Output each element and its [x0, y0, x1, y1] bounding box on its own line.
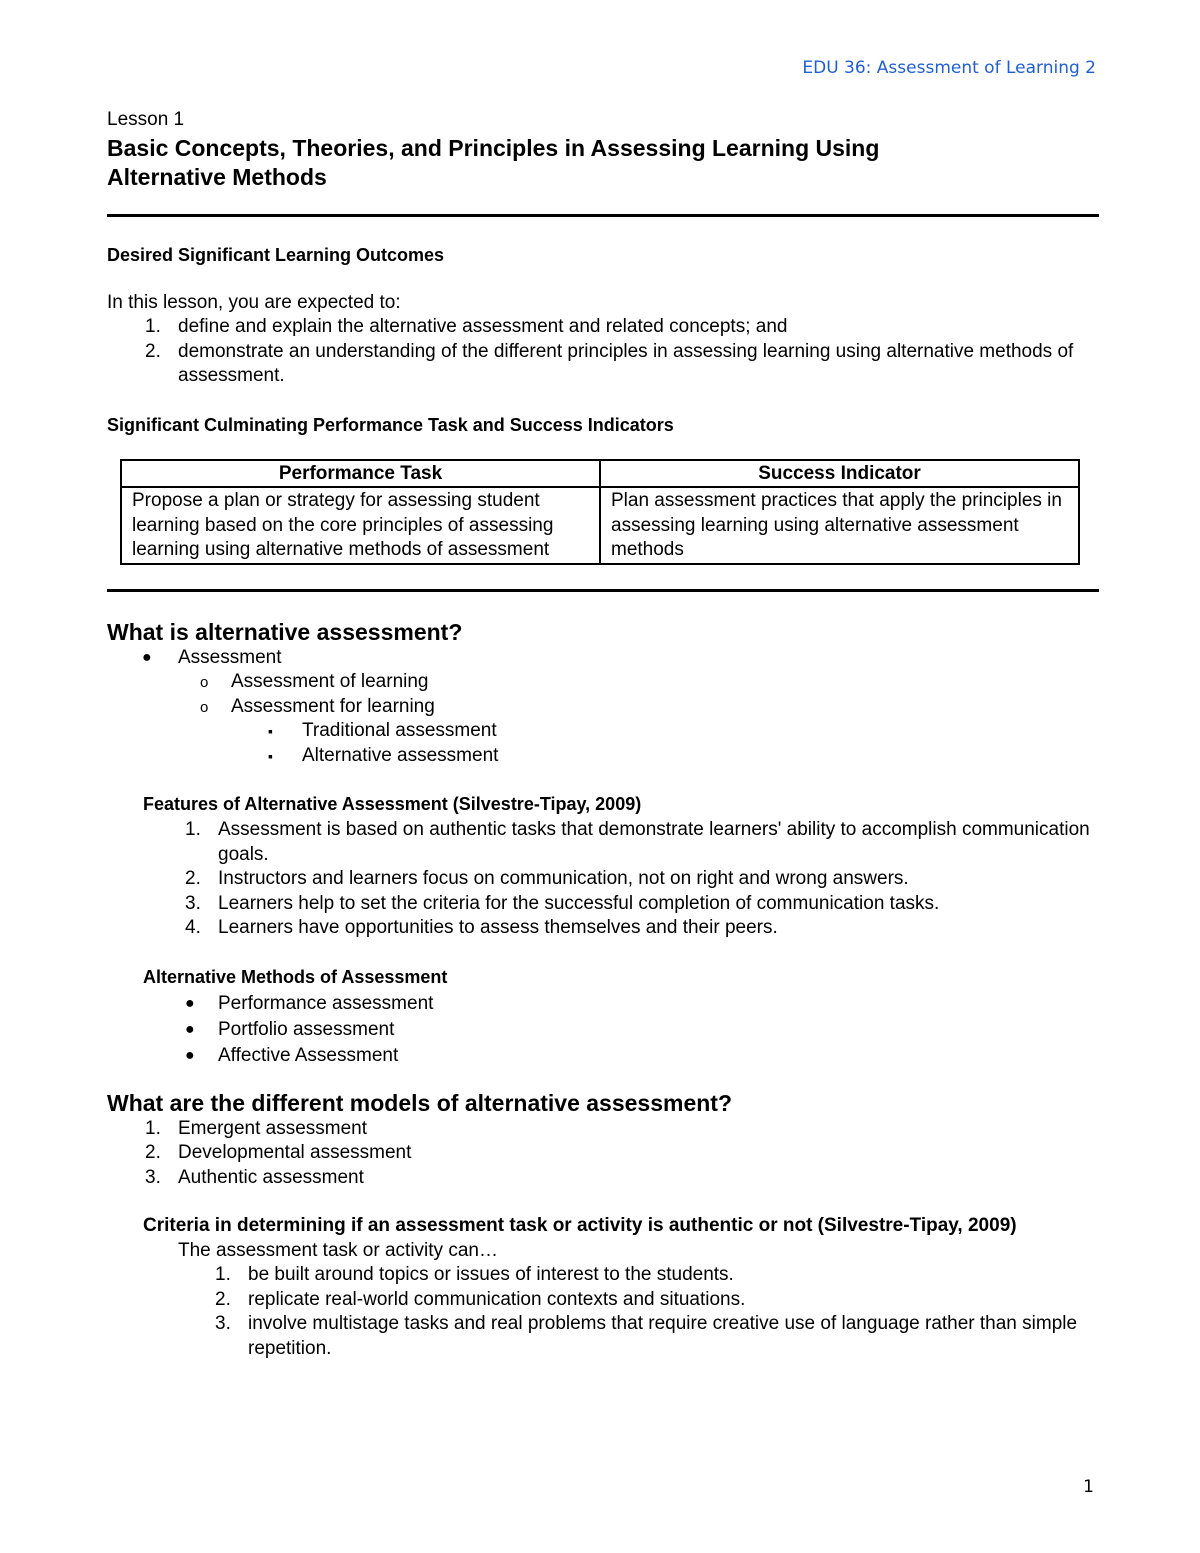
- lesson-title: [107, 134, 1099, 192]
- list-text: Affective Assessment: [218, 1044, 399, 1066]
- methods-heading: Alternative Methods of Assessment: [143, 966, 448, 987]
- square-bullet-icon: ▪: [268, 747, 273, 764]
- criteria-list: [107, 1263, 1099, 1361]
- criteria-intro: The assessment task or activity can…: [178, 1239, 498, 1261]
- list-text: Developmental assessment: [178, 1142, 412, 1163]
- circle-bullet-icon: o: [200, 698, 209, 716]
- criteria-heading: Criteria in determining if an assessment task or activity is authentic or not (Silvestre-Tipay, 2009): [143, 1215, 1017, 1236]
- list-number: 2.: [145, 340, 161, 362]
- table-cell-performance-task: Propose a plan or strategy for assessing student learning based on the core principles of assessing learning using alternative methods of assessment: [121, 487, 600, 564]
- list-item: [107, 1017, 1099, 1043]
- task-table: [120, 459, 1080, 565]
- list-text: Learners have opportunities to assess themselves and their peers.: [218, 917, 778, 938]
- list-item: [107, 315, 1099, 340]
- list-number: 3.: [145, 1166, 161, 1188]
- assessment-sub-sublist: [107, 719, 1099, 768]
- list-item: [107, 744, 1099, 769]
- list-text: Instructors and learners focus on communication, not on right and wrong answers.: [218, 868, 909, 889]
- list-text: replicate real-world communication contexts and situations.: [248, 1288, 746, 1310]
- list-item: [107, 867, 1099, 892]
- list-number: 2.: [185, 868, 201, 889]
- list-text: Assessment for learning: [231, 695, 435, 717]
- list-item: [107, 1117, 1099, 1142]
- list-item: [107, 340, 1099, 389]
- list-text: Traditional assessment: [302, 720, 497, 741]
- list-item: [107, 892, 1099, 917]
- models-heading: What are the different models of alternative assessment?: [107, 1089, 733, 1116]
- features-heading: Features of Alternative Assessment (Silvestre-Tipay, 2009): [143, 794, 642, 814]
- table-header-performance-task: Performance Task: [121, 460, 600, 488]
- list-text: Assessment is based on authentic tasks that demonstrate learners' ability to accomplish communication goals.: [218, 819, 1090, 865]
- list-item: [107, 1288, 1099, 1313]
- list-text: Learners help to set the criteria for the successful completion of communication tasks.: [218, 892, 940, 914]
- list-number: 3.: [185, 892, 201, 914]
- bullet-icon: ●: [185, 1046, 195, 1064]
- divider-rule: [107, 589, 1099, 592]
- list-number: 1.: [215, 1264, 231, 1285]
- list-item: [107, 1141, 1099, 1166]
- list-item: [107, 719, 1099, 744]
- methods-list: [107, 991, 1099, 1069]
- table-row: [121, 487, 1079, 564]
- bullet-icon: ●: [185, 994, 195, 1012]
- table-header-success-indicator: Success Indicator: [600, 460, 1079, 488]
- outcomes-intro: In this lesson, you are expected to:: [107, 292, 401, 313]
- list-number: 2.: [145, 1142, 161, 1163]
- list-text: be built around topics or issues of interest to the students.: [248, 1264, 734, 1285]
- list-number: 1.: [185, 819, 201, 840]
- list-item: [107, 670, 1099, 695]
- bullet-icon: ●: [142, 648, 152, 666]
- list-text: Performance assessment: [218, 992, 434, 1014]
- list-item: [107, 1312, 1099, 1361]
- list-text: Portfolio assessment: [218, 1018, 395, 1040]
- list-item: [107, 646, 1099, 671]
- list-text: demonstrate an understanding of the different principles in assessing learning using alternative methods of assessment.: [178, 340, 1074, 386]
- course-header: EDU 36: Assessment of Learning 2: [802, 58, 1096, 78]
- list-text: involve multistage tasks and real problems that require creative use of language rather than simple repetition.: [248, 1313, 1078, 1359]
- list-item: [107, 991, 1099, 1017]
- list-item: [107, 1166, 1099, 1191]
- divider-rule: [107, 214, 1099, 217]
- square-bullet-icon: ▪: [268, 723, 273, 739]
- list-item: [107, 818, 1099, 867]
- task-heading: Significant Culminating Performance Task and Success Indicators: [107, 414, 674, 435]
- list-text: Authentic assessment: [178, 1166, 364, 1188]
- list-number: 2.: [215, 1288, 231, 1310]
- list-item: [107, 695, 1099, 720]
- list-item: [107, 916, 1099, 941]
- page-content: [107, 108, 1099, 1361]
- circle-bullet-icon: o: [200, 674, 209, 691]
- outcomes-list: [107, 315, 1099, 389]
- lesson-title-line-1: Basic Concepts, Theories, and Principles in Assessing Learning Using: [107, 135, 880, 161]
- list-item: [107, 1043, 1099, 1069]
- list-text: Assessment of learning: [231, 671, 429, 692]
- features-list: [107, 818, 1099, 941]
- lesson-title-line-2: Alternative Methods: [107, 164, 327, 190]
- assessment-sublist: [107, 670, 1099, 719]
- list-number: 1.: [145, 316, 161, 337]
- bullet-icon: ●: [185, 1020, 195, 1038]
- list-text: Alternative assessment: [302, 744, 499, 766]
- page-number: 1: [1083, 1477, 1094, 1497]
- list-number: 1.: [145, 1117, 161, 1139]
- what-is-heading: What is alternative assessment?: [107, 618, 463, 645]
- list-text: Assessment: [178, 646, 282, 668]
- outcomes-heading: Desired Significant Learning Outcomes: [107, 245, 445, 265]
- table-header-row: [121, 460, 1079, 488]
- assessment-list: [107, 646, 1099, 671]
- list-number: 4.: [185, 917, 201, 938]
- list-text: define and explain the alternative assessment and related concepts; and: [178, 316, 788, 337]
- models-list: [107, 1117, 1099, 1191]
- table-cell-success-indicator: Plan assessment practices that apply the principles in assessing learning using alternative assessment methods: [600, 487, 1079, 564]
- list-text: Emergent assessment: [178, 1117, 368, 1139]
- list-item: [107, 1263, 1099, 1288]
- lesson-label: Lesson 1: [107, 109, 185, 130]
- list-number: 3.: [215, 1313, 231, 1334]
